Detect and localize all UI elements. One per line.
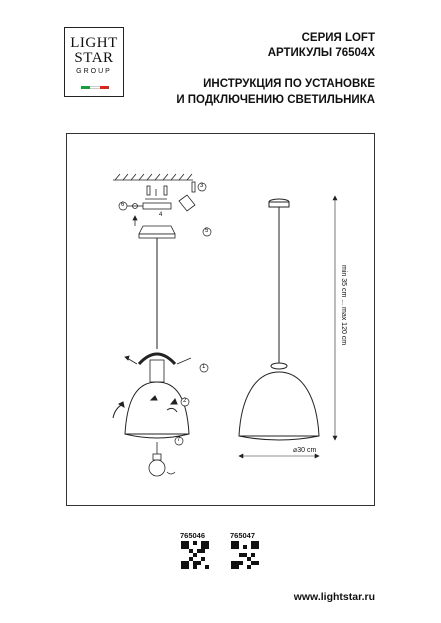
ceiling-hatch [113, 174, 193, 180]
article-numbers: АРТИКУЛЫ 76504X [267, 47, 375, 59]
canopy-exploded [133, 216, 175, 238]
instruction-title-line-2: И ПОДКЛЮЧЕНИЮ СВЕТИЛЬНИКА [176, 94, 375, 106]
callout-3: 3 [200, 183, 204, 189]
qr-code-icon[interactable] [231, 541, 259, 569]
italian-flag-icon [81, 86, 109, 89]
brand-line-2: STAR [74, 50, 114, 66]
shade-left [113, 382, 189, 438]
brand-line-1: LIGHT [70, 35, 118, 51]
socket-assembly [125, 354, 191, 382]
brand-line-3: GROUP [76, 68, 112, 75]
installation-diagram-frame [66, 133, 375, 506]
mounting-bracket [127, 182, 195, 211]
callout-2: 2 [183, 398, 187, 404]
callout-6: 6 [121, 202, 125, 208]
brand-logo [64, 27, 124, 97]
callout-1: 1 [202, 364, 206, 370]
height-range-label: min 35 cm ... max 120 cm [340, 265, 347, 346]
assembled-lamp [239, 199, 319, 440]
sku-765047: 765047 [230, 531, 256, 540]
diameter-label: ⌀30 cm [293, 447, 317, 454]
callout-5: 5 [205, 228, 209, 234]
light-bulb [149, 442, 175, 476]
sku-765046: 765046 [180, 531, 206, 540]
callout-7: 7 [177, 437, 181, 443]
qr-code-icon[interactable] [181, 541, 209, 569]
instruction-title-line-1: ИНСТРУКЦИЯ ПО УСТАНОВКЕ [203, 78, 375, 90]
callout-4: 4 [159, 212, 163, 218]
installation-diagram [67, 134, 376, 507]
series-title: СЕРИЯ LOFT [301, 32, 375, 44]
website-link[interactable]: www.lightstar.ru [293, 591, 375, 603]
screw-anchors [145, 186, 167, 199]
